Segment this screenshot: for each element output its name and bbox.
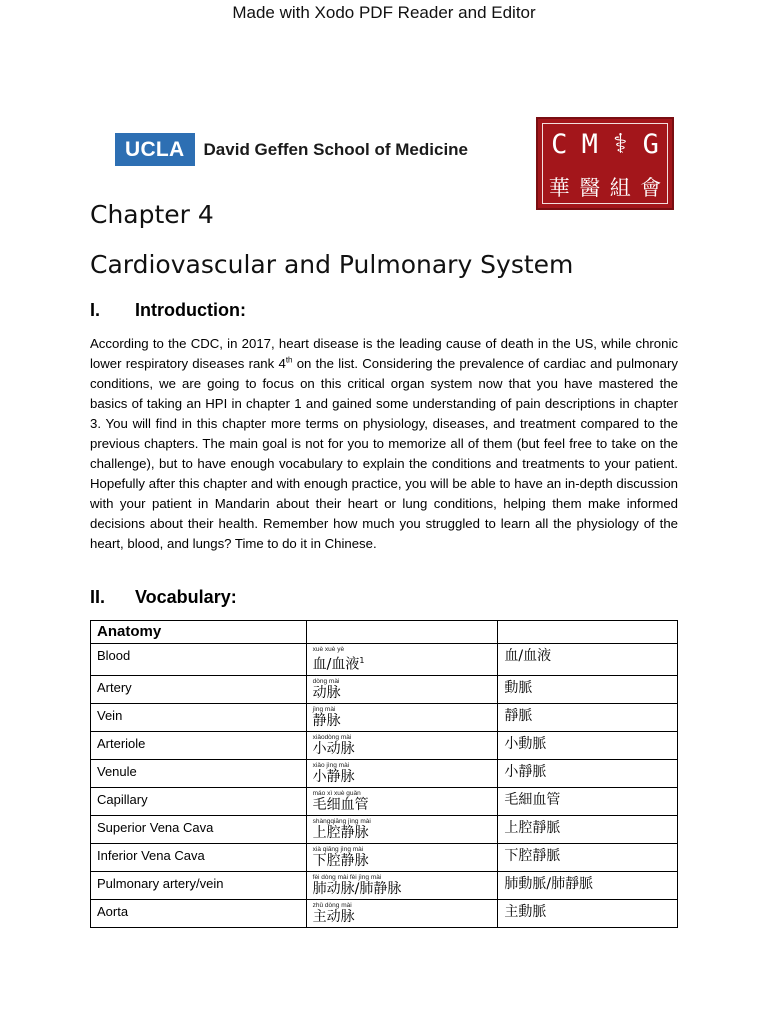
english-term: Capillary	[91, 787, 307, 815]
simplified-term	[313, 797, 492, 813]
pinyin-annotation: xiǎodòng mài	[312, 733, 352, 741]
table-header-row	[91, 621, 678, 644]
intro-text-part1: According to the CDC, in 2017, heart disease is the leading cause of death in the US, while chronic lower respiratory diseases rank 4	[90, 336, 678, 371]
section-number: II.	[90, 587, 106, 607]
simplified-chinese-cell	[306, 644, 498, 676]
traditional-term: 肺動脈/肺靜脈	[498, 871, 678, 899]
english-term: Arteriole	[91, 731, 307, 759]
pinyin-annotation: xià qiāng jìng mài	[312, 845, 364, 853]
chapter-title: Cardiovascular and Pulmonary System	[90, 250, 574, 279]
introduction-paragraph	[90, 334, 678, 554]
simplified-chinese-cell	[306, 703, 498, 731]
simplified-term-text: 下腔静脉	[312, 852, 369, 869]
pinyin-annotation: jìng mài	[312, 705, 336, 713]
ucla-school-name: David Geffen School of Medicine	[203, 139, 469, 159]
traditional-term: 毛細血管	[498, 787, 678, 815]
simplified-chinese-cell	[306, 675, 498, 703]
simplified-chinese-cell	[306, 787, 498, 815]
cmg-logo-seal	[536, 117, 674, 210]
simplified-term	[313, 853, 492, 869]
cmg-letter-g: G	[642, 129, 659, 160]
pinyin-annotation: máo xì xuè guǎn	[312, 789, 361, 797]
table-header-empty	[306, 621, 498, 644]
table-row	[91, 644, 678, 676]
english-term: Inferior Vena Cava	[91, 843, 307, 871]
simplified-term-text: 血/血液	[312, 656, 360, 673]
simplified-term-text: 静脉	[312, 712, 341, 729]
traditional-term: 下腔靜脈	[498, 843, 678, 871]
english-term: Aorta	[91, 899, 307, 927]
english-term: Vein	[91, 703, 307, 731]
pinyin-annotation: xiǎo jìng mài	[312, 761, 350, 769]
simplified-term-text: 上腔静脉	[312, 824, 369, 841]
caduceus-icon: ⚕	[612, 129, 629, 160]
table-row	[91, 843, 678, 871]
english-term: Venule	[91, 759, 307, 787]
section-number: I.	[90, 300, 101, 320]
table-row	[91, 871, 678, 899]
table-row	[91, 759, 678, 787]
vocabulary-table	[90, 620, 678, 928]
simplified-chinese-cell	[306, 899, 498, 927]
simplified-chinese-cell	[306, 843, 498, 871]
table-row	[91, 731, 678, 759]
simplified-chinese-cell	[306, 759, 498, 787]
table-row	[91, 787, 678, 815]
cmg-char-2: 醫	[579, 176, 601, 200]
traditional-term: 動脈	[498, 675, 678, 703]
english-term: Superior Vena Cava	[91, 815, 307, 843]
simplified-term-text: 动脉	[312, 684, 341, 701]
table-row	[91, 703, 678, 731]
table-header-empty	[498, 621, 678, 644]
section-label: Introduction:	[135, 300, 246, 320]
simplified-term-text: 小动脉	[312, 740, 355, 757]
simplified-term-text: 主动脉	[312, 908, 355, 925]
traditional-term: 靜脈	[498, 703, 678, 731]
cmg-characters	[544, 172, 666, 202]
cmg-char-4: 會	[640, 176, 662, 200]
table-row	[91, 815, 678, 843]
traditional-term: 主動脈	[498, 899, 678, 927]
simplified-term	[313, 825, 492, 841]
cmg-char-3: 組	[609, 176, 631, 200]
english-term: Blood	[91, 644, 307, 676]
pinyin-annotation: dòng mài	[312, 677, 340, 685]
simplified-term-text: 肺动脉/肺静脉	[312, 880, 402, 897]
ucla-logo	[115, 133, 468, 166]
intro-text-part2: on the list. Considering the prevalence of cardiac and pulmonary conditions, we are going to focus on this critical organ system now that you have mastered the basics of taking an HPI in chapter 1 and gained some understanding of pain descriptions in chapter 3. You will find in this chapter more terms on physiology, diseases, and treatment compared to the previous chapters. The main goal is not for you to memorize all of them (but feel free to take on the challenge), but to have enough vocabulary to explain the conditions and treatments to your patient. Hopefully after this chapter and with enough practice, you will be able to have an in-depth discussion with your patient in Mandarin about their heart or lung conditions, helping them make informed decisions about their health. Remember how much you struggled to learn all the physiology of the heart, blood, and lungs? Time to do it in Chinese.	[90, 356, 678, 551]
traditional-term: 小動脈	[498, 731, 678, 759]
english-term: Artery	[91, 675, 307, 703]
watermark-banner: Made with Xodo PDF Reader and Editor	[232, 3, 536, 22]
traditional-term: 血/血液	[498, 644, 678, 676]
section-label: Vocabulary:	[135, 587, 237, 607]
traditional-term: 小靜脈	[498, 759, 678, 787]
simplified-chinese-cell	[306, 815, 498, 843]
cmg-letter-c: C	[551, 129, 568, 160]
footnote-marker: 1	[359, 656, 365, 665]
pinyin-annotation: fèi dòng mài fèi jìng mài	[312, 873, 382, 881]
cmg-letters	[544, 129, 666, 160]
simplified-term	[313, 685, 492, 701]
section-vocabulary-heading	[90, 587, 237, 608]
simplified-term	[313, 713, 492, 729]
simplified-term	[313, 653, 492, 673]
pinyin-annotation: zhǔ dòng mài	[312, 901, 352, 909]
cmg-char-1: 華	[548, 176, 570, 200]
simplified-chinese-cell	[306, 871, 498, 899]
section-introduction-heading	[90, 300, 246, 321]
intro-superscript: th	[285, 355, 293, 365]
english-term: Pulmonary artery/vein	[91, 871, 307, 899]
simplified-term-text: 毛细血管	[312, 796, 369, 813]
simplified-chinese-cell	[306, 731, 498, 759]
pinyin-annotation: shàngqiāng jìng mài	[312, 817, 371, 825]
simplified-term	[313, 769, 492, 785]
table-row	[91, 899, 678, 927]
traditional-term: 上腔靜脈	[498, 815, 678, 843]
table-row	[91, 675, 678, 703]
simplified-term	[313, 881, 492, 897]
simplified-term	[313, 909, 492, 925]
simplified-term	[313, 741, 492, 757]
pinyin-annotation: xuè xuè yè	[312, 646, 345, 653]
ucla-logo-mark: UCLA	[115, 133, 195, 166]
cmg-letter-m: M	[581, 129, 598, 160]
simplified-term-text: 小静脉	[312, 768, 355, 785]
table-header-cell: Anatomy	[91, 621, 307, 644]
chapter-number: Chapter 4	[90, 200, 214, 229]
